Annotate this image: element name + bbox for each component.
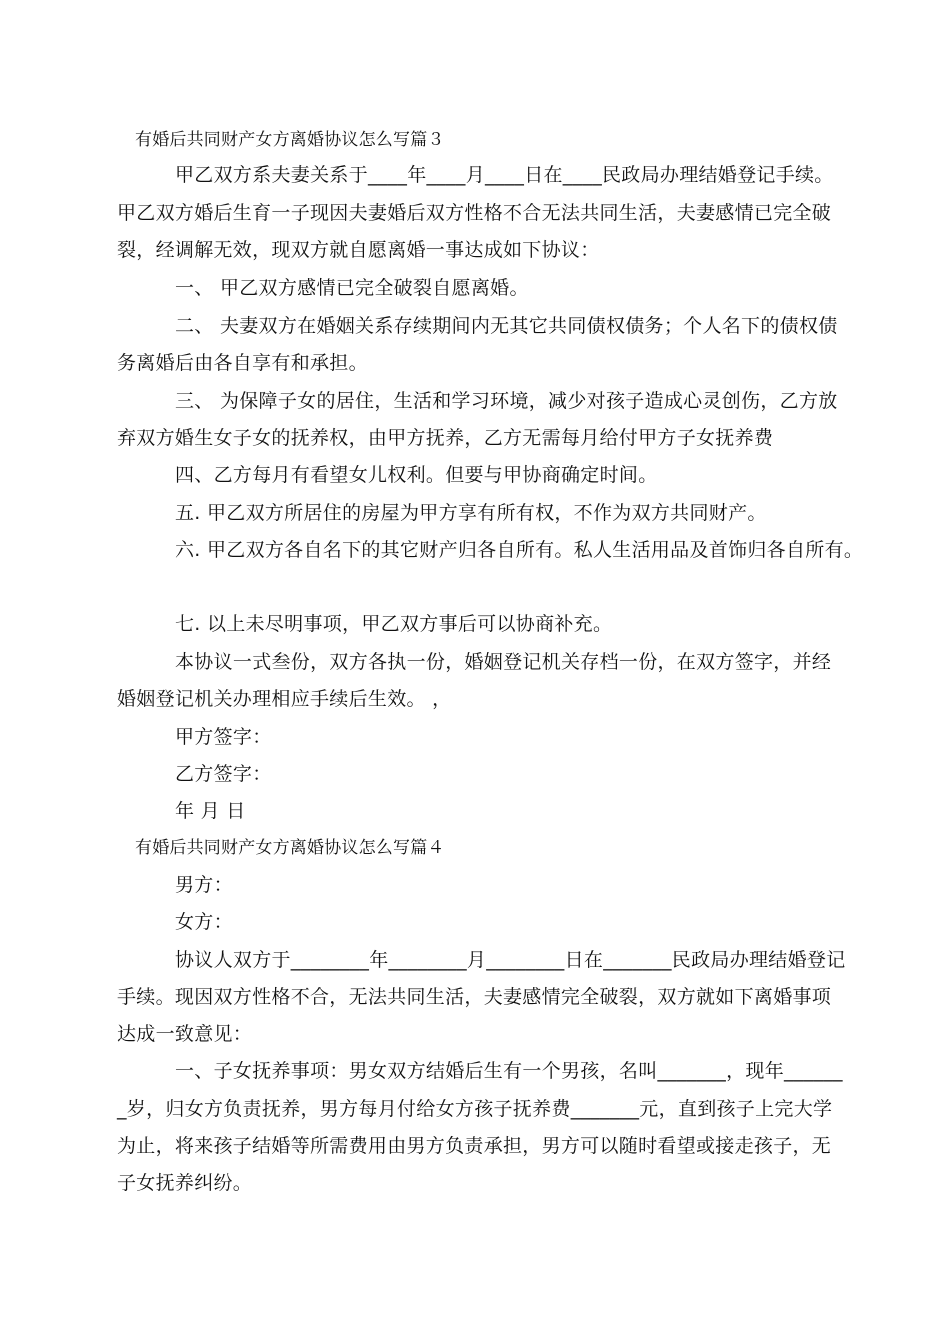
section-4-item-1-line-1: 一、子女抚养事项：男女双方结婚后生有一个男孩，名叫_______，现年______ (175, 1060, 843, 1082)
woman-label: 女方： (175, 911, 233, 933)
section-4-intro-line-2: 手续。现因双方性格不合，无法共同生活，夫妻感情完全破裂，双方就如下离婚事项 (117, 986, 832, 1008)
section-3-item-3-line-1: 三、 为保障子女的居住，生活和学习环境，减少对孩子造成心灵创伤，乙方放 (175, 390, 838, 412)
section-3-item-7: 七. 以上未尽明事项，甲乙双方事后可以协商补充。 (175, 613, 613, 635)
section-3-closing-line-1: 本协议一式叁份，双方各执一份，婚姻登记机关存档一份，在双方签字，并经 (175, 651, 832, 673)
section-4-intro-line-3: 达成一致意见： (117, 1023, 253, 1045)
man-label: 男方： (175, 874, 233, 896)
party-b-signature-label: 乙方签字： (175, 763, 272, 785)
section-3-item-5: 五. 甲乙双方所居住的房屋为甲方享有所有权，不作为双方共同财产。 (175, 502, 767, 524)
section-4-item-1-line-2: _岁，归女方负责抚养，男方每月付给女方孩子抚养费_______元，直到孩子上完大学 (117, 1098, 833, 1120)
signature-date: 年 月 日 (175, 800, 246, 822)
section-4-title: 有婚后共同财产女方离婚协议怎么写篇４ (135, 838, 445, 858)
section-3-item-4: 四、乙方每月有看望女儿权利。但要与甲协商确定时间。 (175, 464, 658, 486)
section-3-item-6: 六. 甲乙双方各自名下的其它财产归各自所有。私人生活用品及首饰归各自所有。 (175, 539, 864, 561)
section-3-title: 有婚后共同财产女方离婚协议怎么写篇３ (135, 130, 445, 150)
section-4-intro-line-1: 协议人双方于________年________月________日在_______民政局办理结婚登记 (175, 949, 846, 971)
section-3-intro-line-1: 甲乙双方系夫妻关系于____年____月____日在____民政局办理结婚登记手续。 (175, 164, 834, 186)
party-a-signature-label: 甲方签字： (175, 726, 272, 748)
section-4-item-1-line-4: 子女抚养纠纷。 (117, 1172, 253, 1194)
section-3-item-3-line-2: 弃双方婚生女子女的抚养权，由甲方抚养，乙方无需每月给付甲方子女抚养费 (117, 427, 774, 449)
section-3-intro-line-2: 甲乙双方婚后生育一子现因夫妻婚后双方性格不合无法共同生活，夫妻感情已完全破 (117, 202, 832, 224)
section-4-item-1-line-3: 为止，将来孩子结婚等所需费用由男方负责承担，男方可以随时看望或接走孩子，无 (117, 1135, 832, 1157)
section-3-item-1: 一、 甲乙双方感情已完全破裂自愿离婚。 (175, 277, 529, 299)
section-3-closing-line-2: 婚姻登记机关办理相应手续后生效。 ， (117, 688, 452, 710)
section-3-item-2-line-1: 二、 夫妻双方在婚姻关系存续期间内无其它共同债权债务；个人名下的债权债 (175, 315, 838, 337)
section-3-item-2-line-2: 务离婚后由各自享有和承担。 (117, 352, 368, 374)
section-3-intro-line-3: 裂，经调解无效，现双方就自愿离婚一事达成如下协议： (117, 239, 600, 261)
